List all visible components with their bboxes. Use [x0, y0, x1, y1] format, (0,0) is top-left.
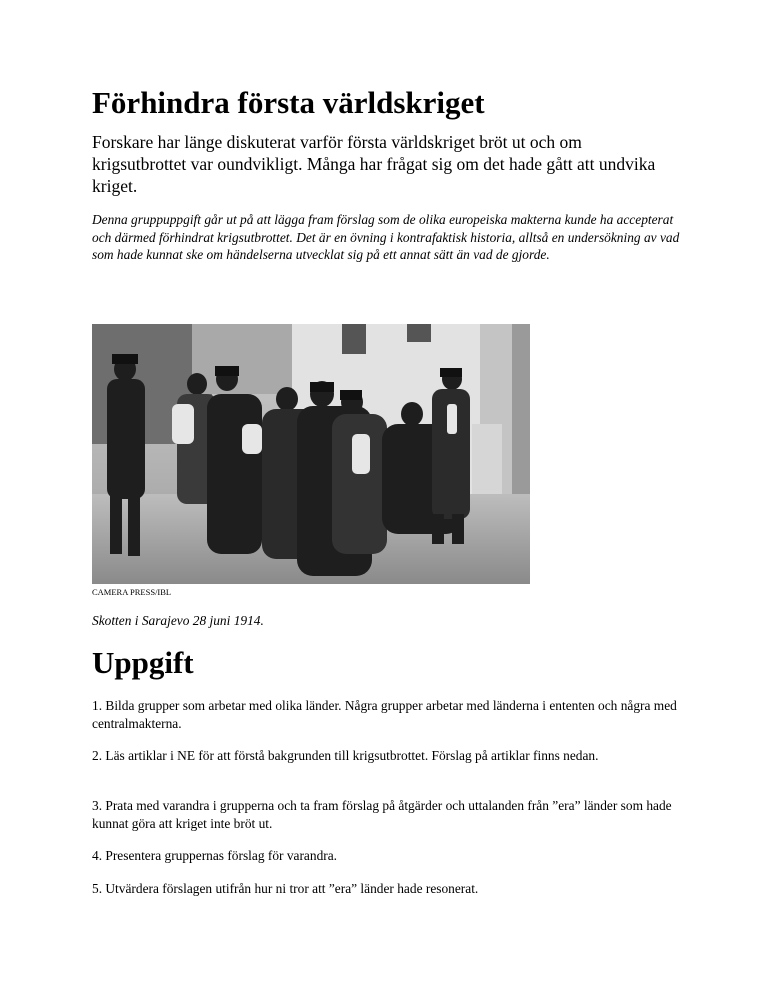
list-item: 1. Bilda grupper som arbetar med olika länder. Några grupper arbetar med länderna i ententen och några med centralmakterna.	[92, 698, 677, 731]
photo-caption: Skotten i Sarajevo 28 juni 1914.	[92, 613, 264, 628]
list-item: 2. Läs artiklar i NE för att förstå bakgrunden till krigsutbrottet. Förslag på artiklar finns nedan.	[92, 748, 599, 763]
list-item: 4. Presentera gruppernas förslag för varandra.	[92, 848, 338, 863]
section-heading: Uppgift	[92, 645, 194, 680]
photo-credit: CAMERA PRESS/IBL	[92, 587, 172, 597]
page-title: Förhindra första världskriget	[92, 85, 485, 120]
assignment-description: Denna gruppuppgift går ut på att lägga fram förslag som de olika europeiska makterna kunde ha accepterat och därmed förhindrat krigsutbrottet. Det är en övning i kontrafaktisk historia, alltså en undersökning av vad som hade kunnat ske om händelserna utvecklat sig på ett annat sätt än vad de gjorde.	[92, 212, 680, 262]
list-item: 3. Prata med varandra i grupperna och ta fram förslag på åtgärder och uttalanden från ”era” länder som hade kunnat göra att kriget inte bröt ut.	[92, 798, 672, 831]
intro-paragraph: Forskare har länge diskuterat varför första världskriget bröt ut och om krigsutbrottet var oundvikligt. Många har frågat sig om det hade gått att undvika kriget.	[92, 132, 656, 196]
list-item: 5. Utvärdera förslagen utifrån hur ni tror att ”era” länder hade resonerat.	[92, 881, 479, 896]
historical-photo	[92, 324, 530, 584]
